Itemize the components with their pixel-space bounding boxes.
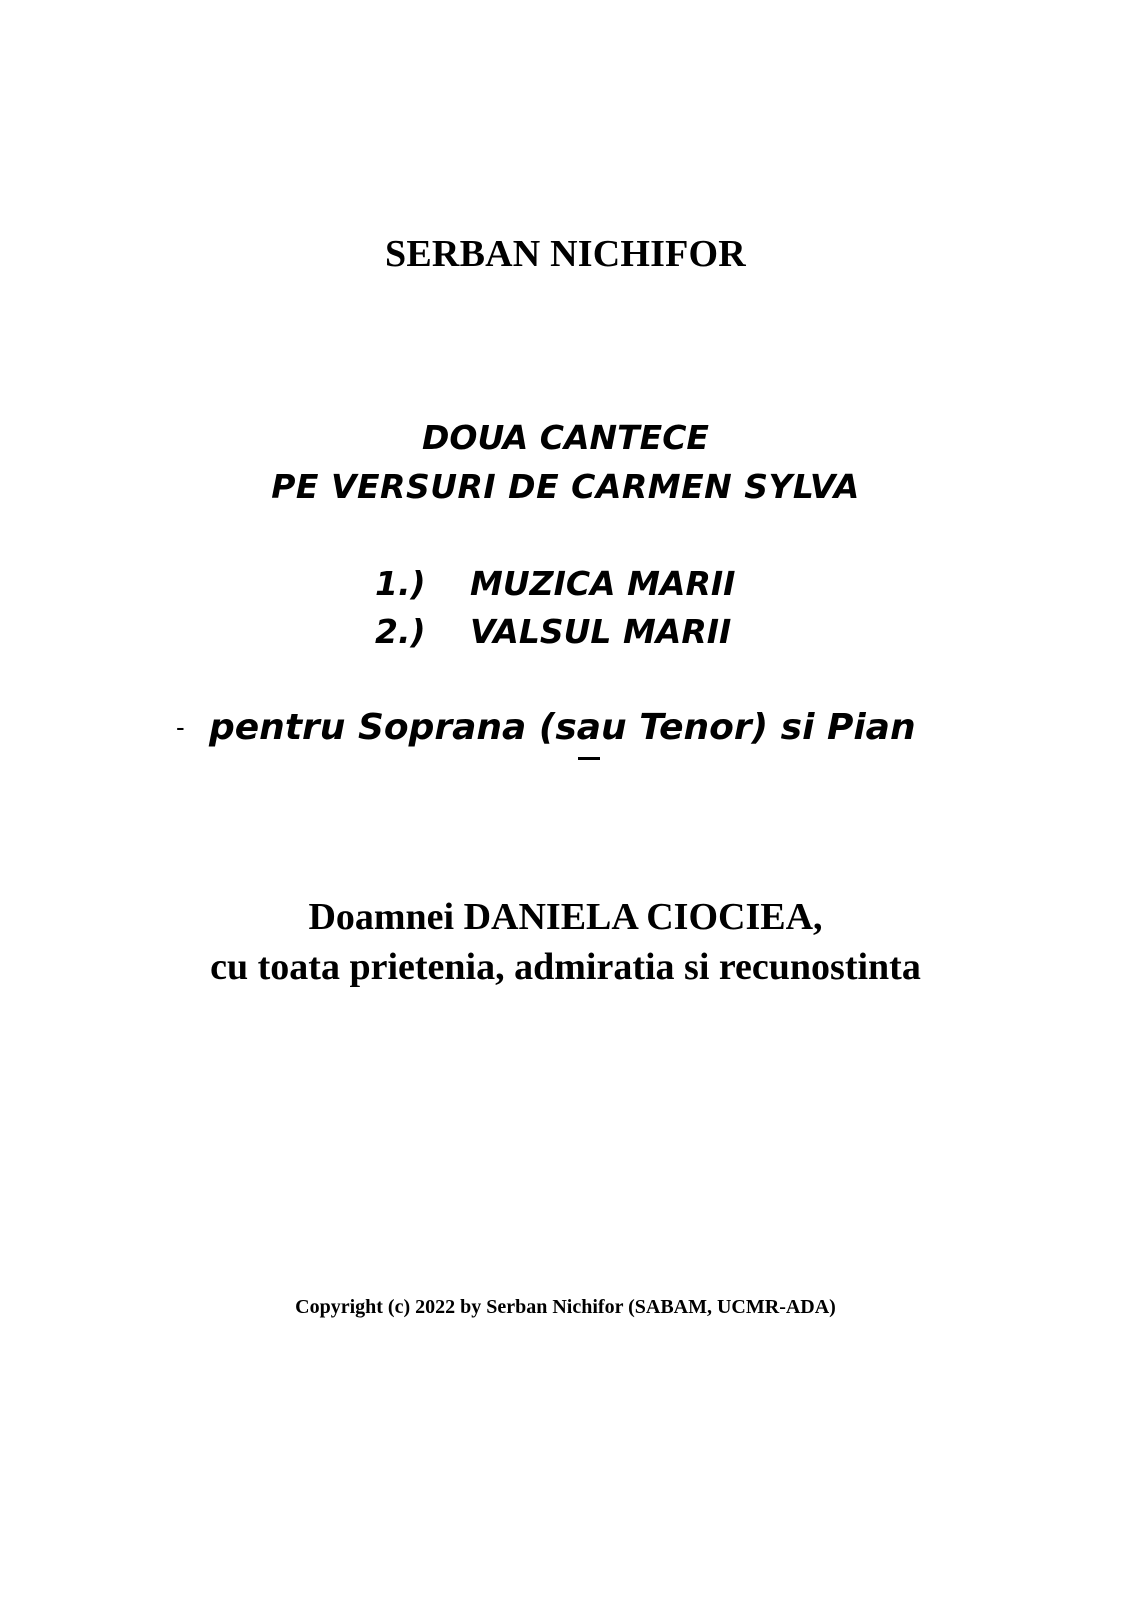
work-title-line-1: DOUA CANTECE <box>422 418 709 457</box>
composer-name: SERBAN NICHIFOR <box>385 233 746 275</box>
song-number: 2.) <box>375 612 426 651</box>
song-number: 1.) <box>375 564 426 603</box>
work-title-line-2: PE VERSURI DE CARMEN SYLVA <box>271 467 860 506</box>
scoring-leading-dash: - <box>176 712 185 742</box>
song-title: MUZICA MARII <box>470 564 736 603</box>
scoring-trailing-dash <box>578 757 600 760</box>
scoring-text: pentru Soprana (sau Tenor) si Pian <box>209 707 916 748</box>
dedication-line-1: Doamnei DANIELA CIOCIEA, <box>308 896 823 938</box>
copyright-notice: Copyright (c) 2022 by Serban Nichifor (SABAM, UCMR-ADA) <box>295 1296 836 1318</box>
dedication-line-2: cu toata prietenia, admiratia si recunostinta <box>210 946 921 988</box>
song-title: VALSUL MARII <box>470 612 732 651</box>
